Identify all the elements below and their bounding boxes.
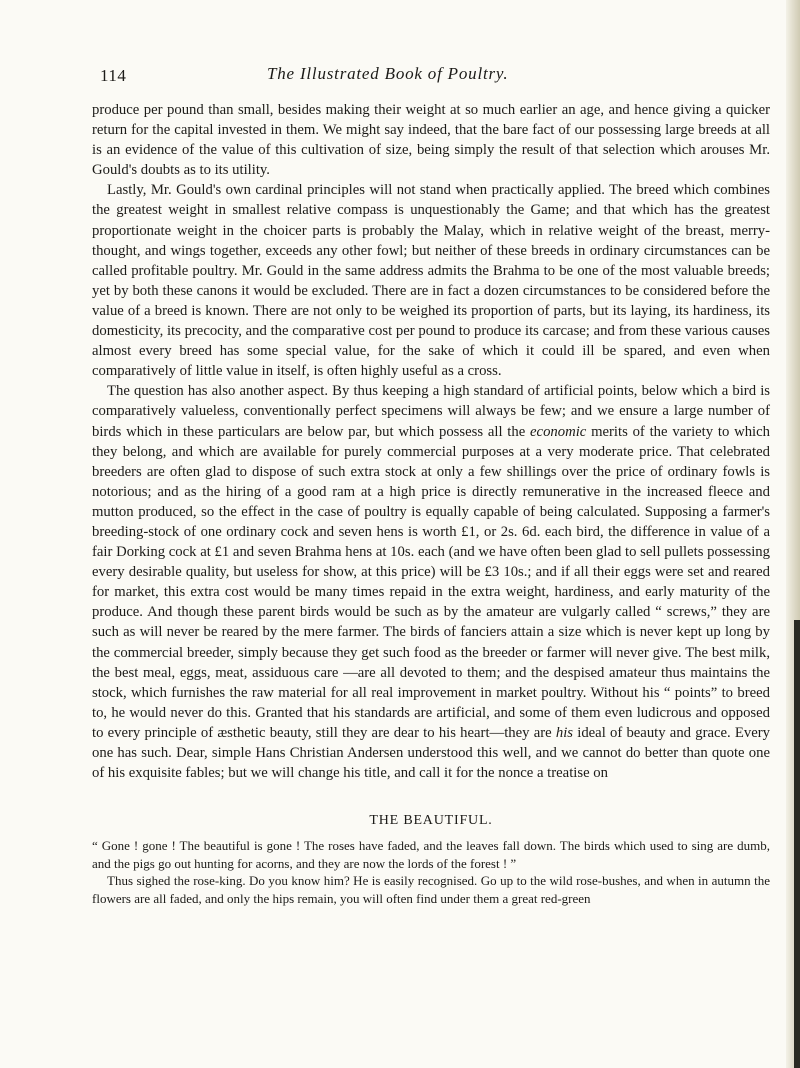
fable-paragraph-2: Thus sighed the rose-king. Do you know him? He is easily recognised. Go up to the wild rose-bushes, and when in autumn the flowers are all faded, and only the hips remain, you will often find under them a great red-green [92,873,770,906]
paragraph-3-part-1: The question has also another aspect. By thus keeping a high standard of artificial points, below which a bird is comparatively valueless, conventionally perfect specimens will always be few; and we ensure a large number of birds which in these particulars are below par, but which possess all the [92,383,770,440]
paragraph-3-part-3: ideal of beauty and grace. Every one has such. Dear, simple Hans Christian Andersen understood this well, and we cannot do better than quote one of his exquisite fables; but we will change his title, and call it for the nonce a treatise on [92,724,770,782]
paragraph-3 [92,381,770,783]
page-number: 114 [100,66,127,85]
paragraph-1: produce per pound than small, besides making their weight at so much earlier an age, and hence giving a quicker return for the capital invested in them. We might say indeed, that the bare fact of our possessing large breeds at all is an evidence of the value of this cultivation of size, being simply the result of that selection which arouses Mr. Gould's doubts as to its utility. [92,102,770,179]
italic-his: his [555,724,574,741]
body-text [92,100,770,783]
page-edge-shadow [794,620,800,1068]
page-header [92,62,770,92]
fable-paragraph-1: “ Gone ! gone ! The beautiful is gone ! The roses have faded, and the leaves fall down. The birds which used to sing are dumb, and the pigs go out hunting for acorns, and they are now the lords of the forest ! ” [92,838,770,871]
page-edge [786,0,800,1068]
fable-text [92,837,770,907]
paragraph-2: Lastly, Mr. Gould's own cardinal principles will not stand when practically applied. The breed which combines the greatest weight in smallest relative compass is unquestionably the Game; and that which has the greatest proportionate weight in the choicer parts is probably the Malay, which in relative weight of the breast, merry-thought, and wings together, exceeds any other fowl; but neither of these breeds in ordinary circumstances can be called profitable poultry. Mr. Gould in the same address admits the Brahma to be one of the most valuable breeds; yet by both these canons it would be excluded. There are in fact a dozen circumstances to be considered before the value of a breed is known. There are not only to be weighed its proportion of parts, but its laying, its hardiness, its domesticity, its precocity, and the comparative cost per pound to produce its carcase; and from these various causes almost every breed has some special value, for the sake of which it could ill be spared, and even when comparatively of little value in itself, is often highly useful as a cross. [92,182,770,380]
book-page [92,62,770,907]
running-title: The Illustrated Book of Poultry. [267,64,509,83]
section-heading: THE BEAUTIFUL. [369,813,493,829]
paragraph-3-part-2: merits of the variety to which they belong, and which are available for purely commercial purposes at a very moderate price. That celebrated breeders are often glad to dispose of such extra stock at only a few shillings over the price of ordinary fowls is notorious; and as the hiring of a good ram at a high price is directly remunerative in the increased fleece and mutton produced, so the effect in the case of poultry is equally capable of being calculated. Supposing a farmer's breeding-stock of one ordinary cock and seven hens is worth £1, or 2s. 6d. each bird, the difference in value of a fair Dorking cock at £1 and seven Brahma hens at 10s. each (and we have often been glad to sell pullets possessing every desirable quality, but useless for show, at this price) will be £3 10s.; and if all their eggs were set and reared for market, this extra cost would be many times repaid in the extra weight, hardiness, and early maturity of the produce. And though these parent birds would be such as by the amateur are vulgarly called “ screws,” they are such as will never be reared by the mere farmer. The birds of fanciers attain a size which is never kept up long by the commercial breeder, simply because they get such food as the breeder or farmer will never give. The best milk, the best meal, eggs, meat, assiduous care —are all devoted to them; and the despised amateur thus maintains the stock, which furnishes the raw material for all real improvement in market poultry. Without his “ points” to breed to, he would never do this. Granted that his standards are artificial, and some of them even ludicrous and opposed to every principle of æsthetic beauty, still they are dear to his heart—they are [92,423,770,741]
italic-economic: economic [530,423,587,440]
